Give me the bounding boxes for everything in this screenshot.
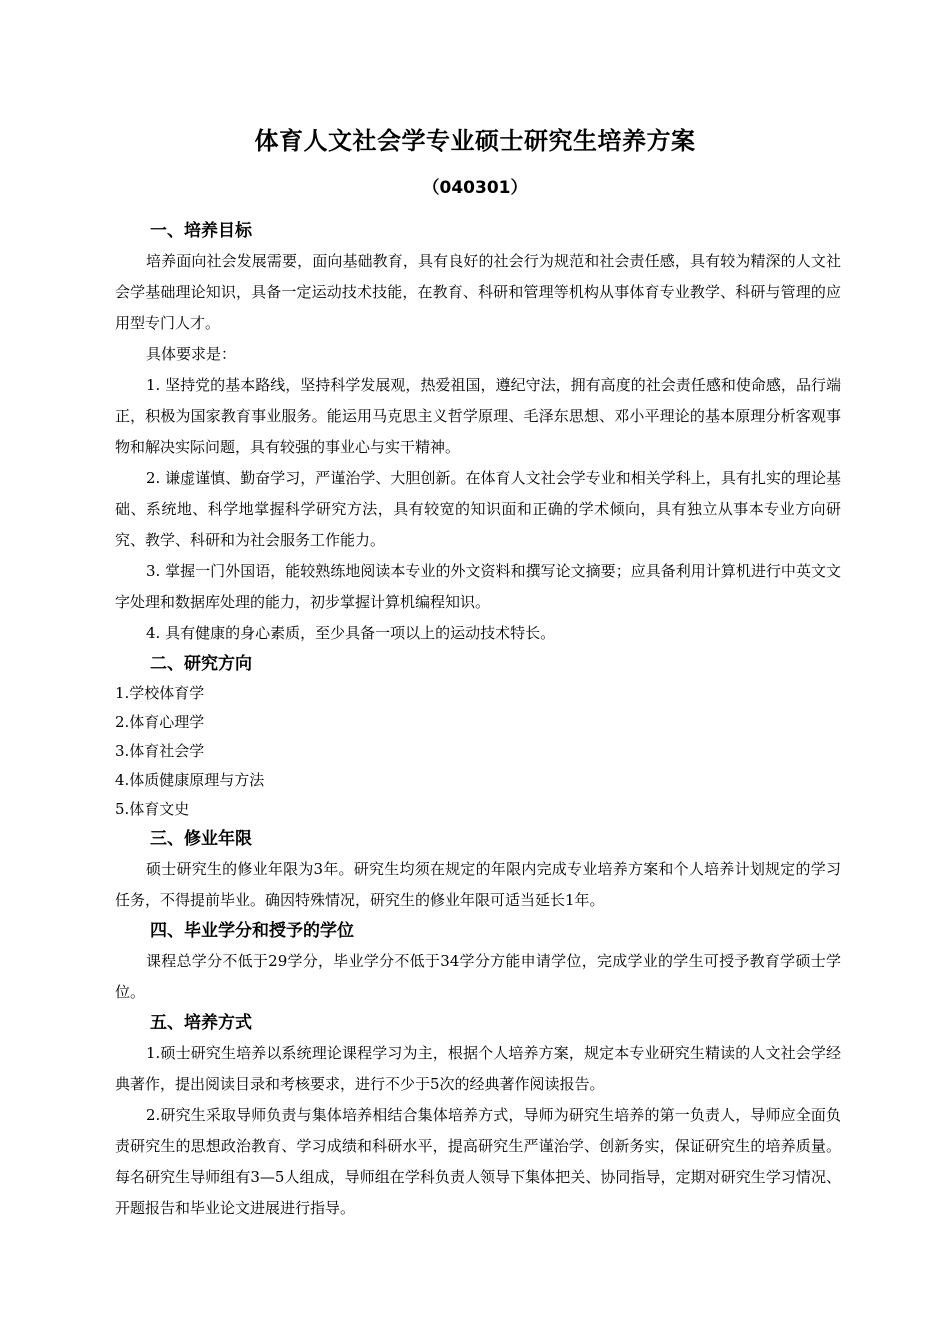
requirements-label: 具体要求是： bbox=[146, 345, 237, 363]
section-heading-credits: 四、毕业学分和授予的学位 bbox=[150, 921, 354, 941]
goals-intro: 培养面向社会发展需要，面向基础教育，具有良好的社会行为规范和社会责任感，具有较为精深的人文社会学基础理论知识，具备一定运动技术技能，在教育、科研和管理等机构从事体育专业教学、科研与管理的应用型专门人才。 bbox=[115, 252, 841, 332]
section-heading-training-mode: 五、培养方式 bbox=[150, 1013, 252, 1033]
credits-text: 课程总学分不低于29学分，毕业学分不低于34学分方能申请学位，完成学业的学生可授予教育学硕士学位。 bbox=[115, 952, 841, 1001]
section-heading-directions: 二、研究方向 bbox=[150, 654, 252, 674]
document-body bbox=[115, 216, 841, 1224]
page-title: 体育人文社会学专业硕士研究生培养方案 bbox=[254, 127, 696, 155]
requirement-item: 1. 坚持党的基本路线，坚持科学发展观，热爱祖国，遵纪守法，拥有高度的社会责任感和使命感，品行端正，积极为国家教育事业服务。能运用马克思主义哲学原理、毛泽东思想、邓小平理论的基本原理分析客观事物和解决实际问题，具有较强的事业心与实干精神。 bbox=[115, 376, 841, 456]
section-heading-goals: 一、培养目标 bbox=[150, 221, 252, 241]
direction-item: 4.体质健康原理与方法 bbox=[115, 771, 265, 789]
requirement-item: 2. 谦虚谨慎、勤奋学习，严谨治学、大胆创新。在体育人文社会学专业和相关学科上，具有扎实的理论基础、系统地、科学地掌握科学研究方法，具有较宽的知识面和正确的学术倾向，具有独立从事本专业方向研究、教学、科研和为社会服务工作能力。 bbox=[115, 469, 841, 549]
requirement-item: 4. 具有健康的身心素质，至少具备一项以上的运动技术特长。 bbox=[146, 624, 556, 642]
training-item: 1.硕士研究生培养以系统理论课程学习为主，根据个人培养方案，规定本专业研究生精读的人文社会学经典著作，提出阅读目录和考核要求，进行不少于5次的经典著作阅读报告。 bbox=[115, 1044, 841, 1093]
direction-item: 1.学校体育学 bbox=[115, 684, 205, 702]
direction-item: 2.体育心理学 bbox=[115, 713, 205, 731]
direction-item: 3.体育社会学 bbox=[115, 742, 205, 760]
direction-item: 5.体育文史 bbox=[115, 800, 190, 818]
duration-text: 硕士研究生的修业年限为3年。研究生均须在规定的年限内完成专业培养方案和个人培养计划规定的学习任务，不得提前毕业。确因特殊情况，研究生的修业年限可适当延长1年。 bbox=[115, 860, 841, 909]
section-heading-duration: 三、修业年限 bbox=[150, 829, 252, 849]
requirement-item: 3. 掌握一门外国语，能较熟练地阅读本专业的外文资料和撰写论文摘要；应具备利用计算机进行中英文文字处理和数据库处理的能力，初步掌握计算机编程知识。 bbox=[115, 562, 841, 611]
program-code: （040301） bbox=[422, 178, 528, 198]
training-item: 2.研究生采取导师负责与集体培养相结合集体培养方式，导师为研究生培养的第一负责人，导师应全面负责研究生的思想政治教育、学习成绩和科研水平，提高研究生严谨治学、创新务实，保证研究生的培养质量。每名研究生导师组有3—5人组成，导师组在学科负责人领导下集体把关、协同指导，定期对研究生学习情况、开题报告和毕业论文进展进行指导。 bbox=[115, 1106, 841, 1217]
